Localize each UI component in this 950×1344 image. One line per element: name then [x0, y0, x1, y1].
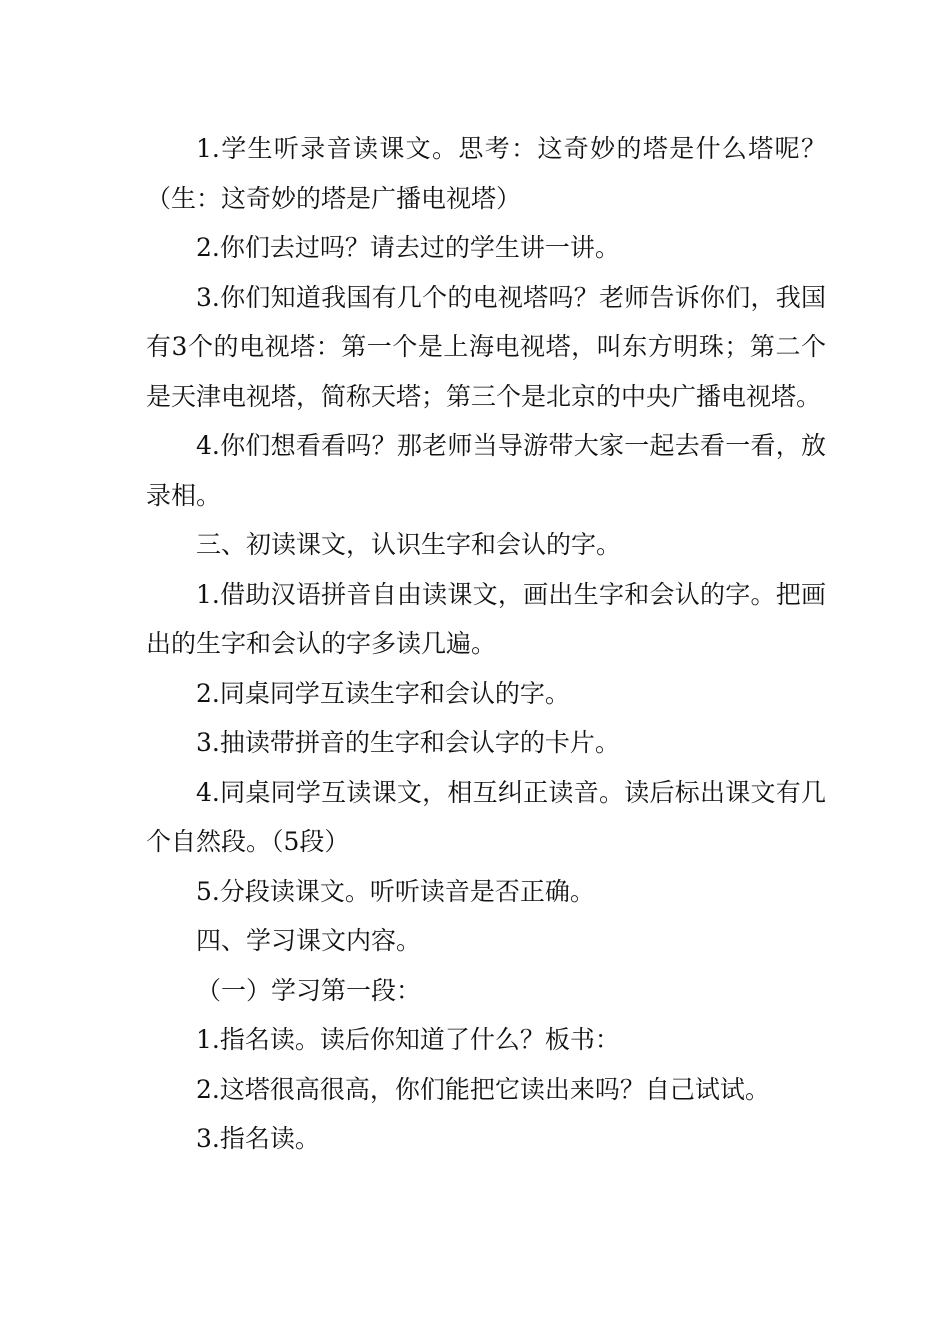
paragraph-named-reading: 1.指名读。读后你知道了什么？板书：: [196, 1025, 620, 1054]
paragraph-pinyin-reading: 1.借助汉语拼音自由读课文，画出生字和会认的字。把画出的生字和会认的字多读几遍。: [146, 579, 826, 658]
paragraph-read-aloud: 2.这塔很高很高，你们能把它读出来吗？自己试试。: [196, 1074, 770, 1104]
section-heading-first-reading: 三、初读课文，认识生字和会认的字。: [196, 530, 622, 559]
subsection-heading-first-paragraph: （一）学习第一段：: [196, 975, 422, 1005]
paragraph-flash-cards: 3.抽读带拼音的生字和会认字的卡片。: [196, 728, 620, 757]
paragraph-section-reading: 5.分段读课文。听听读音是否正确。: [196, 876, 595, 906]
paragraph-named-reading-again: 3.指名读。: [196, 1124, 320, 1153]
paragraph-watch-video: 4.你们想看看吗？那老师当导游带大家一起去看一看，放录相。: [146, 431, 826, 510]
paragraph-tv-towers: 3.你们知道我国有几个的电视塔吗？老师告诉你们，我国有3个的电视塔：第一个是上海电视塔，叫东方明珠；第二个是天津电视塔，简称天塔；第三个是北京的中央广播电视塔。: [146, 282, 826, 411]
paragraph-listen-question: 1.学生听录音读课文。思考：这奇妙的塔是什么塔呢？（生：这奇妙的塔是广播电视塔）: [146, 134, 826, 213]
paragraph-been-there: 2.你们去过吗？请去过的学生讲一讲。: [196, 233, 620, 262]
document-body: [146, 124, 826, 1164]
paragraph-deskmate-text: 4.同桌同学互读课文，相互纠正读音。读后标出课文有几个自然段。（5段）: [146, 777, 826, 856]
section-heading-study-content: 四、学习课文内容。: [196, 926, 422, 955]
paragraph-deskmate-characters: 2.同桌同学互读生字和会认的字。: [196, 678, 570, 708]
